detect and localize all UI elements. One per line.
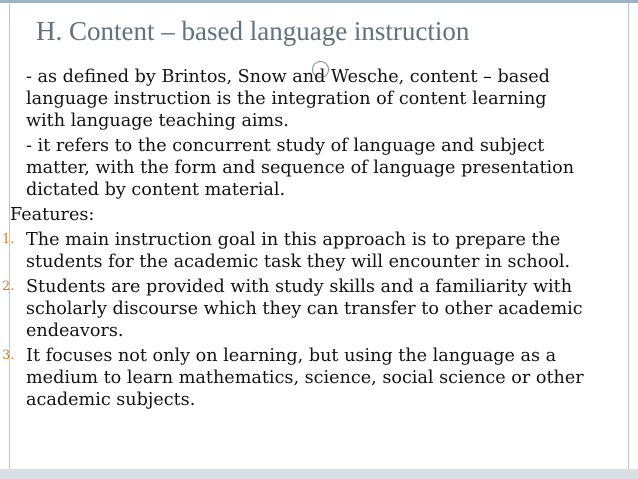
features-heading: Features: [10,205,95,225]
text-line: language instruction is the integration of content learning [26,89,547,109]
text-line: scholarly discourse which they can transfer to other academic [26,299,583,319]
definition-paragraph-2 [26,135,638,201]
list-number: 3. [2,348,15,363]
text-line: It focuses not only on learning, but using the language as a [26,346,557,366]
feature-item-3 [0,345,638,411]
slide-title: H. Content – based language instruction [36,16,470,46]
list-number: 1. [2,232,15,247]
feature-text [26,229,638,273]
text-line: dictated by content material. [26,180,286,200]
feature-text [26,276,638,342]
text-line: - it refers to the concurrent study of language and subject [26,136,545,156]
top-rule [0,0,638,3]
text-line: The main instruction goal in this approach is to prepare the [26,230,561,250]
text-line: students for the academic task they will encounter in school. [26,252,571,272]
text-line: medium to learn mathematics, science, social science or other [26,368,584,388]
list-number: 2. [2,279,15,294]
text-line: Students are provided with study skills and a familiarity with [26,277,573,297]
feature-text [26,345,638,411]
definition-paragraph-1 [26,66,638,132]
feature-item-1 [0,229,638,273]
text-line: with language teaching aims. [26,111,289,131]
feature-item-2 [0,276,638,342]
text-line: - as defined by Brintos, Snow and Wesche, content – based [26,67,550,87]
text-line: matter, with the form and sequence of language presentation [26,158,575,178]
text-line: endeavors. [26,321,124,341]
text-line: academic subjects. [26,390,196,410]
slide-body [0,66,638,411]
bottom-band [0,469,638,479]
